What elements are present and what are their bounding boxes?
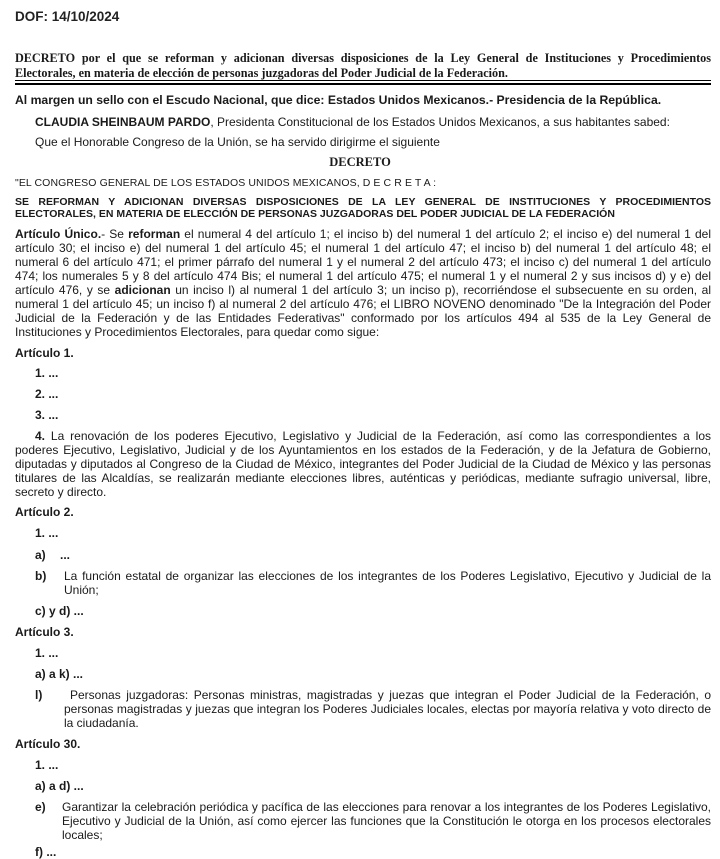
title-rule-top [15, 80, 711, 81]
articulo-3-inciso-l-label: l) [35, 688, 43, 702]
adicionan-word: adicionan [114, 283, 171, 297]
articulo-2-numeral-1: 1. ... [35, 526, 59, 540]
articulo-unico-text-2: el numeral 4 del artículo 1; el inciso b) del numeral 1 del artículo 2; el inciso e) del numeral 1 del artículo 30; el inciso e) del numeral 1 del artículo 45; el numeral 1 del artículo 47; el inciso b) del numeral 1 del artículo 48; el numeral 6 del artículo 471; el primer párrafo del numeral 1 y el numeral 2 del artículo 473; el inciso c) del numeral 1 del artículo 474; los numerales 5 y 8 del artículo 474 Bis; el numeral 1 del artículo 475; el numeral 1 y el numeral 2 y sus incisos d) y e) del artículo 476, y se [15, 227, 712, 297]
seal-note: Al margen un sello con el Escudo Nacional, que dice: Estados Unidos Mexicanos.- Presidencia de la República. [15, 93, 662, 107]
decreto-heading: DECRETO [329, 155, 391, 169]
articulo-3-incisos-a-k: a) a k) ... [35, 667, 84, 681]
decree-title: DECRETO por el que se reforman y adicionan diversas disposiciones de la Ley General de Instituciones y Procedimientos Electorales, en materia de elección de personas juzgadoras del Poder Judicial de la Federación. [15, 51, 711, 80]
articulo-30-inciso-f: f) ... [35, 845, 57, 859]
articulo-30-inciso-e-label: e) [35, 800, 46, 814]
president-name: CLAUDIA SHEINBAUM PARDO [35, 115, 211, 129]
articulo-1-numeral-2: 2. ... [35, 387, 59, 401]
articulo-2-inciso-b-label: b) [35, 569, 47, 583]
dof-date: DOF: 14/10/2024 [15, 9, 120, 24]
articulo-30-heading: Artículo 30. [15, 737, 81, 751]
articulo-unico-text-3: un inciso l) al numeral 1 del artículo 3; un inciso p), recorriéndose el subsecuente en su orden, al numeral 1 del artículo 45; un inciso f) al numeral 2 del artículo 476; el LIBRO NOVENO denominado "De la Integración del Poder Judicial de la Federación y de las Entidades Federativas" conformado por los artículos 494 al 535 de la Ley General de Instituciones y Procedimientos Electorales, para quedar como sigue: [15, 283, 711, 339]
articulo-2-inciso-b-text: La función estatal de organizar las elecciones de los integrantes de los Poderes Legislativo, Ejecutivo y Judicial de la Unión; [64, 569, 711, 597]
articulo-2-inciso-a-label: a) [35, 548, 46, 562]
articulo-1-numeral-4 [15, 429, 711, 499]
title-rule-bottom [15, 83, 711, 85]
articulo-1-numeral-1: 1. ... [35, 366, 59, 380]
articulo-1-heading: Artículo 1. [15, 346, 74, 360]
articulo-unico-label: Artículo Único. [15, 227, 102, 241]
congress-line: Que el Honorable Congreso de la Unión, se ha servido dirigirme el siguiente [35, 135, 440, 149]
articulo-3-inciso-l-text: Personas juzgadoras: Personas ministras, magistradas y juezas que integran el Poder Judicial de la Federación, o personas magistradas y juezas que integran los Poderes Judiciales locales, electas por mayoría relativa y voto directo de la ciudadanía. [64, 688, 711, 730]
articulo-1-numeral-3: 3. ... [35, 408, 59, 422]
congress-decrees: "EL CONGRESO GENERAL DE LOS ESTADOS UNIDOS MEXICANOS, D E C R E T A : [15, 177, 437, 189]
articulo-3-numeral-1: 1. ... [35, 646, 59, 660]
articulo-30-incisos-a-d: a) a d) ... [35, 779, 84, 793]
numeral-4-label: 4. [35, 429, 46, 443]
president-line [35, 115, 670, 129]
articulo-unico-text-1: - Se [101, 227, 129, 241]
articulo-30-numeral-1: 1. ... [35, 758, 59, 772]
articulo-3-heading: Artículo 3. [15, 625, 74, 639]
articulo-2-incisos-c-d: c) y d) ... [35, 604, 84, 618]
reforman-word: reforman [128, 227, 181, 241]
articulo-30-inciso-e-text: Garantizar la celebración periódica y pacífica de las elecciones para renovar a los integrantes de los Poderes Legislativo, Ejecutivo y Judicial de la Unión, así como ejercer las funciones que la Constitución le otorga en los procesos electorales locales; [62, 800, 711, 842]
president-text: , Presidenta Constitucional de los Estados Unidos Mexicanos, a sus habitantes sabed: [210, 115, 670, 129]
decree-subtitle: SE REFORMAN Y ADICIONAN DIVERSAS DISPOSICIONES DE LA LEY GENERAL DE INSTITUCIONES Y PROCEDIMIENTOS ELECTORALES, EN MATERIA DE ELECCIÓN DE PERSONAS JUZGADORAS DEL PODER JUDICIAL DE LA FEDERACIÓN [15, 196, 711, 220]
articulo-unico [15, 227, 711, 339]
articulo-2-heading: Artículo 2. [15, 505, 74, 519]
numeral-4-text: La renovación de los poderes Ejecutivo, Legislativo y Judicial de la Federación, así como las correspondientes a los poderes Ejecutivo, Legislativo, Judicial y de los Ayuntamientos en los estados de la Federación, y de la Jefatura de Gobierno, diputadas y diputados al Congreso de la Ciudad de México, integrantes del Poder Judicial de la Ciudad de México y las personas titulares de las Alcaldías, se realizarán mediante elecciones libres, auténticas y periódicas, mediante sufragio universal, libre, secreto y directo. [15, 429, 711, 499]
articulo-2-inciso-a-text: ... [60, 548, 71, 562]
